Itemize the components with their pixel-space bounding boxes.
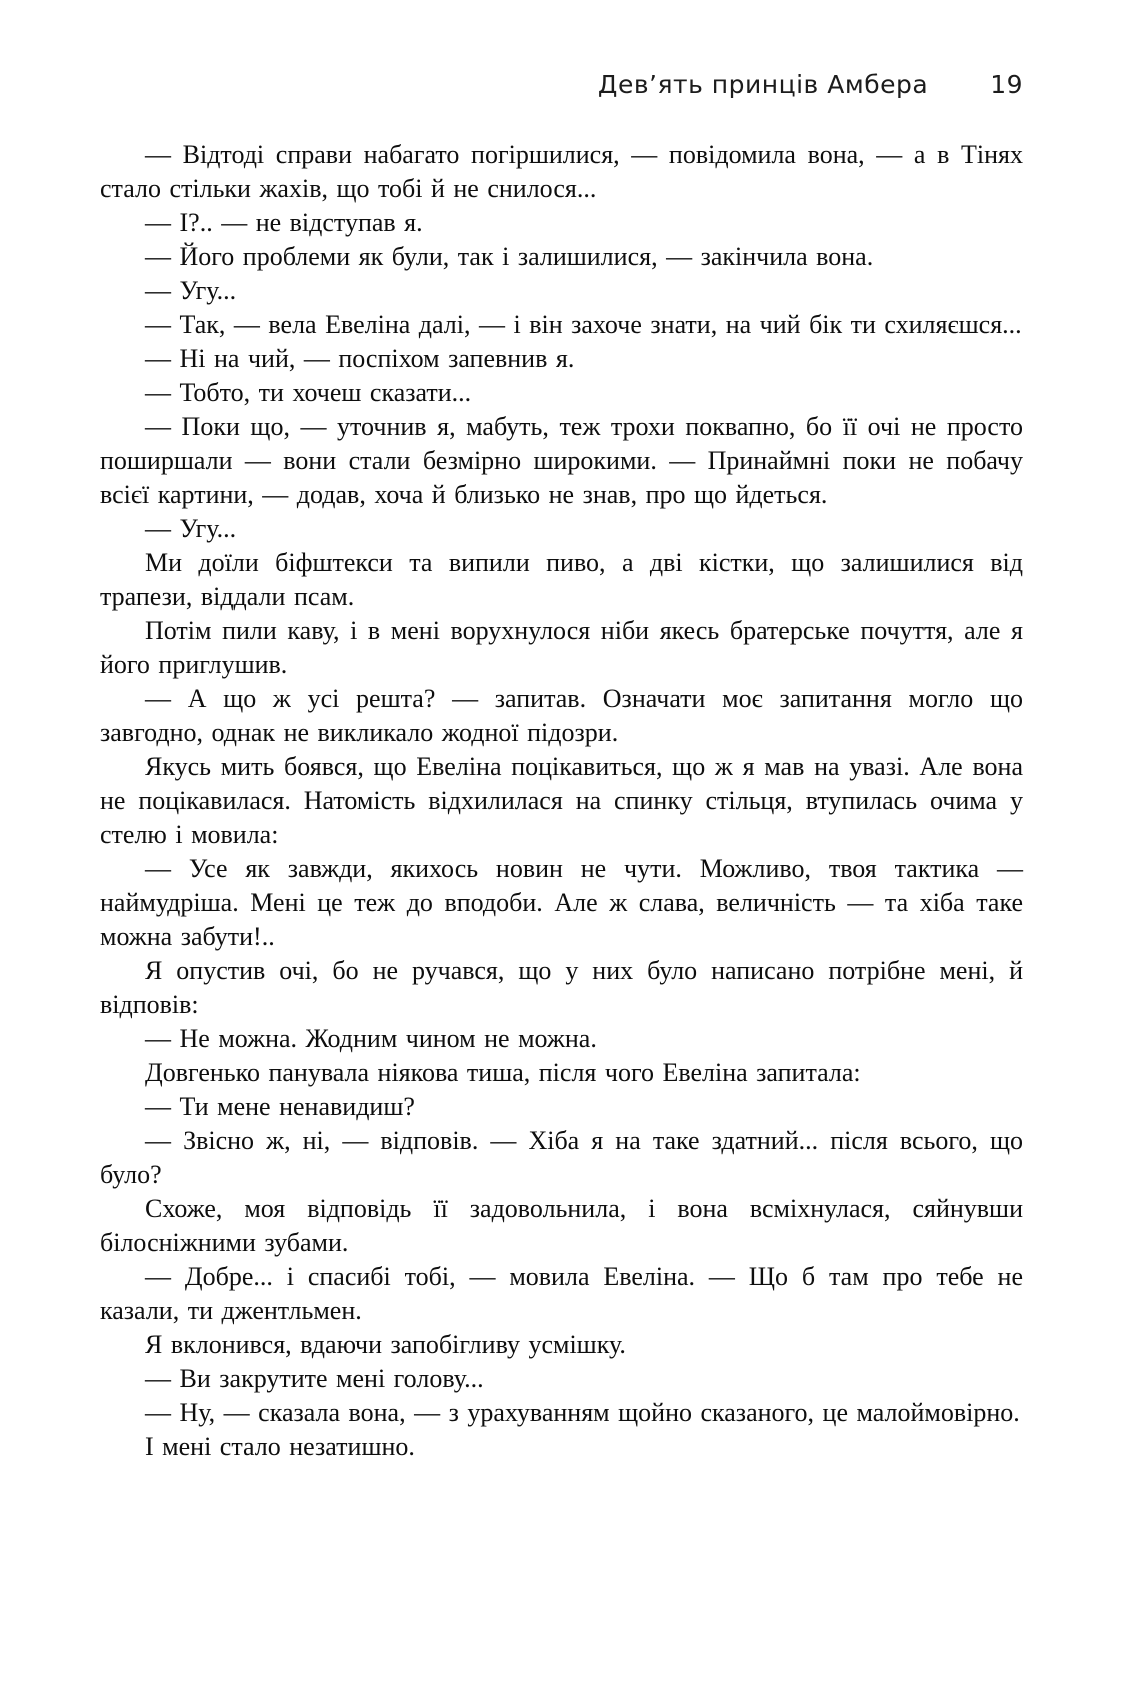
- body-text: [100, 138, 1023, 1464]
- paragraph: Ми доїли біфштекси та випили пиво, а дві кістки, що залишилися від трапези, віддали псам.: [100, 548, 1023, 611]
- paragraph: Схоже, моя відповідь її задовольнила, і вона всміхнулася, сяйнувши білосніжними зубами.: [100, 1194, 1023, 1257]
- paragraph: Потім пили каву, і в мені ворухнулося ніби якесь братерське почуття, але я його приглушив.: [100, 616, 1023, 679]
- paragraph: — Поки що, — уточнив я, мабуть, теж трохи поквапно, бо її очі не просто поширшали — вони стали безмірно широкими. — Принаймні поки не побачу всієї картини, — додав, хоча й близько не знав, про що йдеться.: [100, 412, 1023, 509]
- running-header: [100, 70, 1023, 99]
- paragraph: Я опустив очі, бо не ручався, що у них було написано потрібне мені, й відповів:: [100, 956, 1023, 1019]
- paragraph: І мені стало незатишно.: [145, 1432, 415, 1461]
- paragraph: — Звісно ж, ні, — відповів. — Хіба я на таке здатний... після всього, що було?: [100, 1126, 1023, 1189]
- paragraph: — Угу...: [145, 514, 237, 543]
- paragraph: — Відтоді справи набагато погіршилися, — повідомила вона, — а в Тінях стало стільки жахів, що тобі й не снилося...: [100, 140, 1023, 203]
- paragraph: — А що ж усі решта? — запитав. Означати моє запитання могло що завгодно, однак не викликало жодної підозри.: [100, 684, 1023, 747]
- paragraph: — Добре... і спасибі тобі, — мовила Евеліна. — Що б там про тебе не казали, ти джентльмен.: [100, 1262, 1023, 1325]
- paragraph: Якусь мить боявся, що Евеліна поцікавиться, що ж я мав на увазі. Але вона не поцікавилася. Натомість відхилилася на спинку стільця, втупилась очима у стелю і мовила:: [100, 752, 1023, 849]
- paragraph: — Ти мене ненавидиш?: [145, 1092, 415, 1121]
- paragraph: — Тобто, ти хочеш сказати...: [145, 378, 472, 407]
- page-number: 19: [990, 70, 1023, 99]
- paragraph: — Його проблеми як були, так і залишилися, — закінчила вона.: [145, 242, 874, 271]
- paragraph: Я вклонився, вдаючи запобігливу усмішку.: [145, 1330, 626, 1359]
- paragraph: — Угу...: [145, 276, 237, 305]
- paragraph: — Ну, — сказала вона, — з урахуванням щойно сказаного, це малоймовірно.: [145, 1398, 1020, 1427]
- running-title: Дев’ять принців Амбера: [597, 70, 929, 99]
- paragraph: Довгенько панувала ніякова тиша, після чого Евеліна запитала:: [145, 1058, 861, 1087]
- paragraph: — Так, — вела Евеліна далі, — і він захоче знати, на чий бік ти схиляєшся...: [145, 310, 1022, 339]
- paragraph: — Ні на чий, — поспіхом запевнив я.: [145, 344, 575, 373]
- paragraph: — І?.. — не відступав я.: [145, 208, 423, 237]
- paragraph: — Усе як завжди, якихось новин не чути. Можливо, твоя тактика — наймудріша. Мені це теж до вподоби. Але ж слава, величність — та хіба таке можна забути!..: [100, 854, 1023, 951]
- paragraph: — Не можна. Жодним чином не можна.: [145, 1024, 597, 1053]
- paragraph: — Ви закрутите мені голову...: [145, 1364, 484, 1393]
